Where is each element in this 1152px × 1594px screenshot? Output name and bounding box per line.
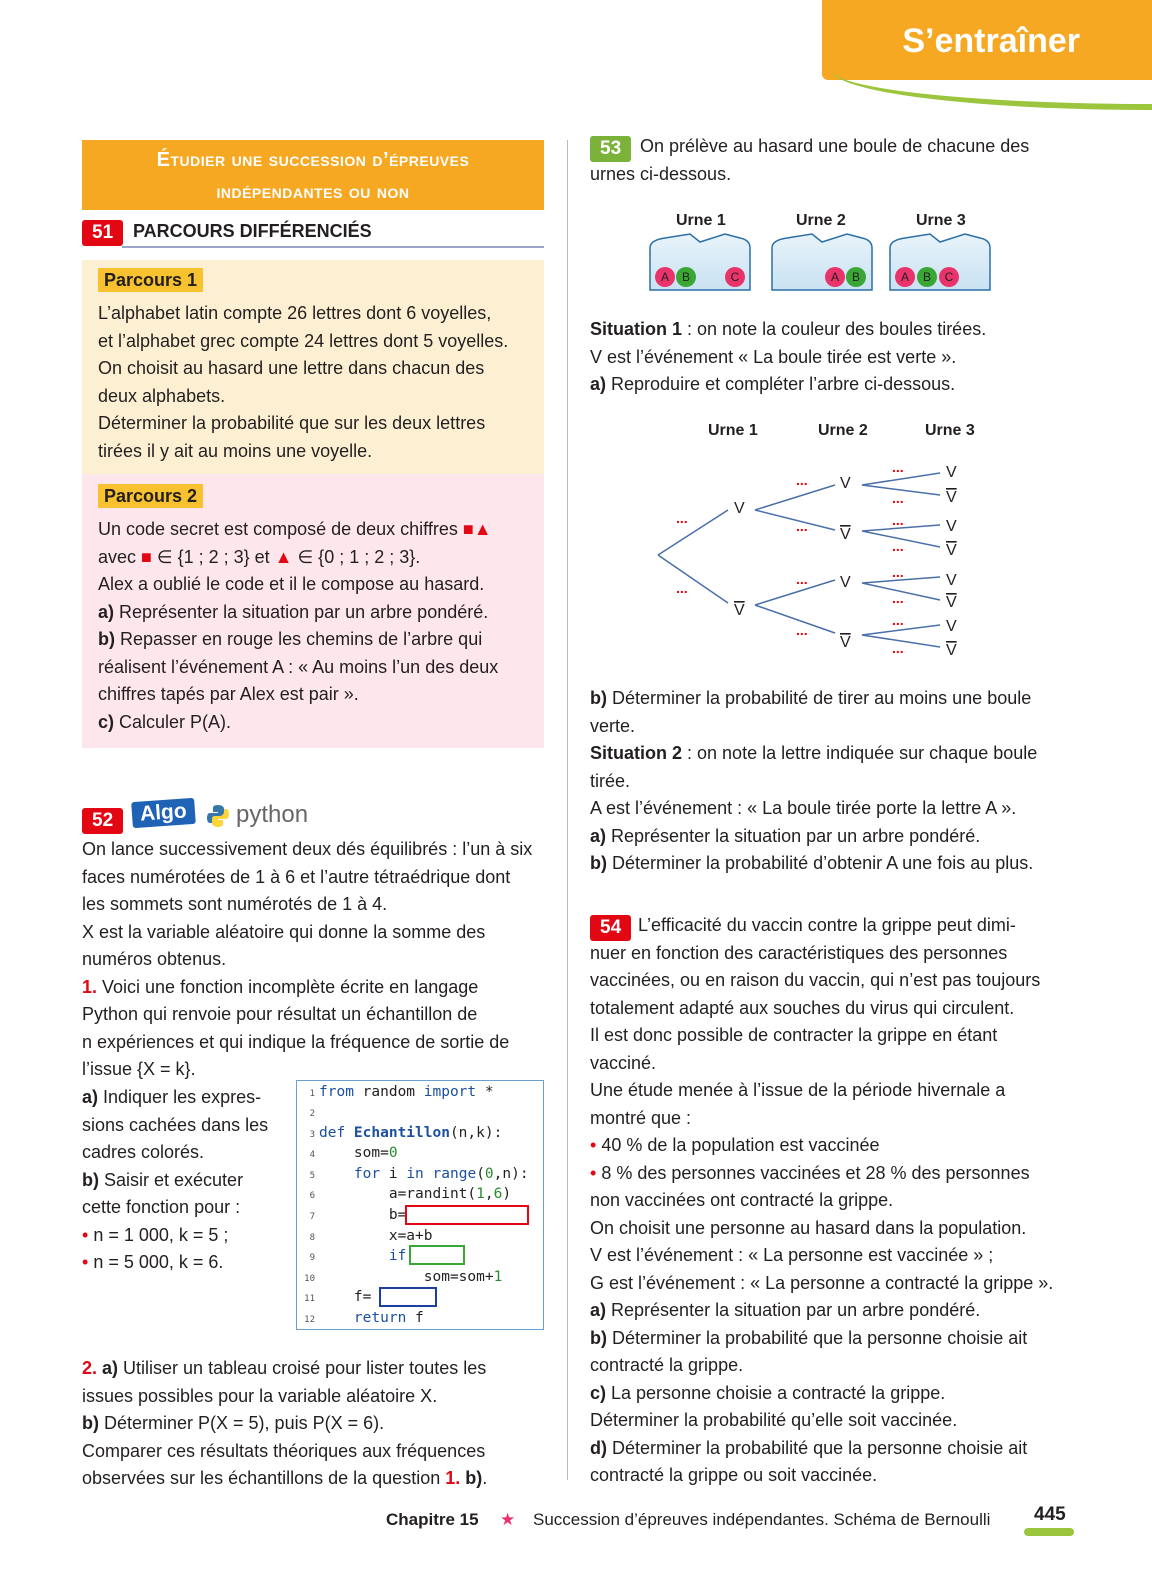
code-line: 1 from random import * bbox=[309, 1084, 494, 1100]
tree-level-label: Urne 3 bbox=[925, 422, 975, 439]
python-logo-icon bbox=[206, 804, 230, 828]
list-item: • 8 % des personnes vaccinées et 28 % des personnes bbox=[590, 1162, 1030, 1183]
exercise-number-51: 51 bbox=[82, 220, 123, 246]
page-number-underline bbox=[1024, 1528, 1074, 1536]
section-title: Étudier une succession d’épreuves indépendantes ou non bbox=[82, 140, 544, 210]
tree-probability-placeholder: ... bbox=[676, 510, 688, 526]
python-code-listing bbox=[296, 1080, 544, 1330]
exercise-51-title: PARCOURS DIFFÉRENCIÉS bbox=[133, 221, 372, 241]
tree-level-label: Urne 2 bbox=[818, 422, 868, 439]
code-line: 3 def Echantillon(n,k): bbox=[309, 1125, 503, 1141]
tree-node: V bbox=[946, 518, 957, 535]
hidden-expression-blue-frame bbox=[379, 1287, 437, 1307]
tree-node: V bbox=[946, 618, 957, 635]
python-wordmark: python bbox=[236, 801, 309, 828]
tree-probability-placeholder: ... bbox=[796, 518, 808, 534]
tree-probability-placeholder: ... bbox=[892, 564, 904, 580]
list-item: • n = 1 000, k = 5 ; bbox=[82, 1224, 229, 1245]
tree-node: V bbox=[946, 489, 957, 506]
ball-label: A bbox=[830, 270, 840, 284]
section-tab bbox=[822, 0, 1152, 80]
exercise-52-q1-parts: a) Indiquer les expres- sions cachées dans les cadres colorés. b) Saisir et exécuter cette fonction pour : • n = 1 000, k = 5 ; • n = 5 000, k = 6. bbox=[82, 1084, 282, 1277]
code-line: 11 f= bbox=[304, 1289, 372, 1305]
footer-chapter: Chapitre 15 bbox=[386, 1510, 479, 1529]
algo-badge: Algo bbox=[131, 798, 195, 828]
exercise-52-intro: On lance successivement deux dés équilibrés : l’un à six faces numérotées de 1 à 6 et l’autre tétraédrique dont les sommets sont numérotés de 1 à 4. X est la variable aléatoire qui donne la somme des numéros obtenus. 1. Voici une fonction incomplète écrite en langage Python qui renvoie pour résultat un échantillon de n expériences et qui indique la fréquence de sortie de l’issue {X = k}. bbox=[82, 839, 533, 1079]
tree-probability-placeholder: ... bbox=[796, 472, 808, 488]
tab-title: S’entraîner bbox=[902, 22, 1080, 60]
tree-node: V bbox=[946, 542, 957, 559]
tree-probability-placeholder: ... bbox=[892, 538, 904, 554]
list-item: • n = 5 000, k = 6. bbox=[82, 1252, 224, 1272]
tree-node: V bbox=[840, 634, 851, 651]
code-line: 9 if bbox=[309, 1248, 407, 1264]
code-line: 7 b= bbox=[309, 1207, 407, 1223]
bullet-icon: • bbox=[590, 1162, 602, 1183]
exercise-number-52: 52 bbox=[82, 808, 123, 834]
bullet-icon: • bbox=[590, 1135, 602, 1155]
tree-probability-placeholder: ... bbox=[892, 590, 904, 606]
parcours-2-text: Un code secret est composé de deux chiffres ■▲ avec ■ ∈ {1 ; 2 ; 3} et ▲ ∈ {0 ; 1 ; 2 ; 3}. Alex a oublié le code et il le compose au hasard. a) Représenter la situation par un arbre pondéré. b) Repasser en rouge les chemins de l’arbre qui réalisent l’événement A : « Au moins l’un des deux chiffres tapés par Alex est pair ». c) Calculer P(A). bbox=[98, 519, 499, 732]
code-line: 12 return f bbox=[304, 1310, 424, 1326]
exercise-54-text: L’efficacité du vaccin contre la grippe peut dimi- nuer en fonction des caractéristiques des personnes vaccinées, ou en raison du vaccin, qui n’est pas toujours totalement adapté aux souches du virus qui circulent. Il est donc possible de contracter la grippe en étant vacciné. Une étude menée à l’issue de la période hivernale a montré que : • 40 % de la population est vaccinée • 8 % des personnes vaccinées et 28 % des personnes non vaccinées ont contracté la grippe. On choisit une personne au hasard dans la population. V est l’événement : « La personne est vaccinée » ; G est l’événement : « La personne a contracté la grippe ». a) Représenter la situation par un arbre pondéré. b) Déterminer la probabilité que la personne choisie ait contracté la grippe. c) La personne choisie a contracté la grippe. Déterminer la probabilité qu’elle soit vaccinée. d) Déterminer la probabilité que la personne choisie ait contracté la grippe ou soit vaccinée. bbox=[590, 915, 1054, 1485]
ball-label: B bbox=[681, 270, 691, 284]
code-line: 5 for i in range(0,n): bbox=[309, 1166, 529, 1182]
page-number: 445 bbox=[1034, 1504, 1066, 1525]
parcours-1-label: Parcours 1 bbox=[98, 268, 203, 292]
probability-tree bbox=[650, 455, 970, 665]
urn-illustration bbox=[645, 230, 995, 294]
tree-probability-placeholder: ... bbox=[892, 640, 904, 656]
ball-label: C bbox=[944, 270, 954, 284]
tree-node: V bbox=[946, 642, 957, 659]
square-symbol: ■▲ bbox=[462, 519, 492, 539]
ball-label: A bbox=[900, 270, 910, 284]
tree-node: V bbox=[840, 475, 851, 492]
parcours-2-block bbox=[82, 474, 544, 748]
tree-node: V bbox=[734, 500, 745, 517]
list-item: • 40 % de la population est vaccinée bbox=[590, 1135, 880, 1155]
exercise-53-questions: b) Déterminer la probabilité de tirer au moins une boule verte. Situation 2 : on note la lettre indiquée sur chaque boule tirée. A est l’événement : « La boule tirée porte la lettre A ». a) Représenter la situation par un arbre pondéré. b) Déterminer la probabilité d’obtenir A une fois au plus. bbox=[590, 688, 1038, 873]
tab-swoosh-decoration bbox=[832, 70, 1152, 110]
footer-subtitle: Succession d’épreuves indépendantes. Schéma de Bernoulli bbox=[533, 1510, 991, 1529]
parcours-1-block bbox=[82, 260, 544, 474]
parcours-1-text: L’alphabet latin compte 26 lettres dont 6 voyelles, et l’alphabet grec compte 24 lettres dont 5 voyelles. On choisit au hasard une lettre dans chacun des deux alphabets. Déterminer la probabilité que sur les deux lettres tirées il y ait au moins une voyelle. bbox=[98, 303, 509, 461]
ball-label: C bbox=[730, 270, 740, 284]
tree-node: V bbox=[840, 526, 851, 543]
column-divider bbox=[567, 140, 568, 1480]
tree-node: V bbox=[946, 464, 957, 481]
code-line: 8 x=a+b bbox=[309, 1228, 433, 1244]
ball-label: A bbox=[660, 270, 670, 284]
tree-level-label: Urne 1 bbox=[708, 422, 758, 439]
tree-node: V bbox=[840, 574, 851, 591]
situation-1-text: Situation 1 : on note la couleur des boules tirées. V est l’événement « La boule tirée est verte ». a) Reproduire et compléter l’arbre ci-dessous. bbox=[590, 319, 987, 394]
square-symbol: ■ bbox=[141, 546, 152, 567]
star-icon: ★ bbox=[500, 1510, 516, 1529]
parcours-2-label: Parcours 2 bbox=[98, 484, 203, 508]
tree-probability-placeholder: ... bbox=[796, 571, 808, 587]
ball-label: B bbox=[922, 270, 932, 284]
urn-label: Urne 2 bbox=[796, 212, 846, 229]
bullet-icon: • bbox=[82, 1252, 94, 1272]
triangle-symbol: ▲ bbox=[274, 546, 293, 567]
tree-probability-placeholder: ... bbox=[892, 612, 904, 628]
tree-node: V bbox=[946, 572, 957, 589]
tree-probability-placeholder: ... bbox=[892, 490, 904, 506]
bullet-icon: • bbox=[82, 1224, 94, 1245]
urn-label: Urne 1 bbox=[676, 212, 726, 229]
urn-label: Urne 3 bbox=[916, 212, 966, 229]
tree-probability-placeholder: ... bbox=[892, 459, 904, 475]
code-line: 4 som=0 bbox=[309, 1145, 398, 1161]
hidden-expression-green-frame bbox=[409, 1245, 465, 1265]
tree-probability-placeholder: ... bbox=[892, 512, 904, 528]
exercise-53-intro: On prélève au hasard une boule de chacune des urnes ci-dessous. bbox=[590, 136, 1030, 184]
title-underline bbox=[122, 246, 544, 248]
code-line: 10 som=som+1 bbox=[304, 1269, 503, 1285]
code-line: 2 bbox=[309, 1109, 315, 1119]
code-line: 6 a=randint(1,6) bbox=[309, 1186, 512, 1202]
exercise-number-53: 53 bbox=[590, 136, 631, 162]
ball-label: B bbox=[851, 270, 861, 284]
tree-probability-placeholder: ... bbox=[796, 622, 808, 638]
tree-node: V bbox=[946, 594, 957, 611]
hidden-expression-red-frame bbox=[405, 1205, 529, 1225]
tree-probability-placeholder: ... bbox=[676, 580, 688, 596]
exercise-52-q2: 2. a) Utiliser un tableau croisé pour lister toutes les issues possibles pour la variable aléatoire X. b) Déterminer P(X = 5), puis P(X = 6). Comparer ces résultats théoriques aux fréquences observées sur les échantillons de la question 1. b). bbox=[82, 1358, 488, 1488]
exercise-number-54: 54 bbox=[590, 915, 631, 941]
tree-node: V bbox=[734, 602, 745, 619]
